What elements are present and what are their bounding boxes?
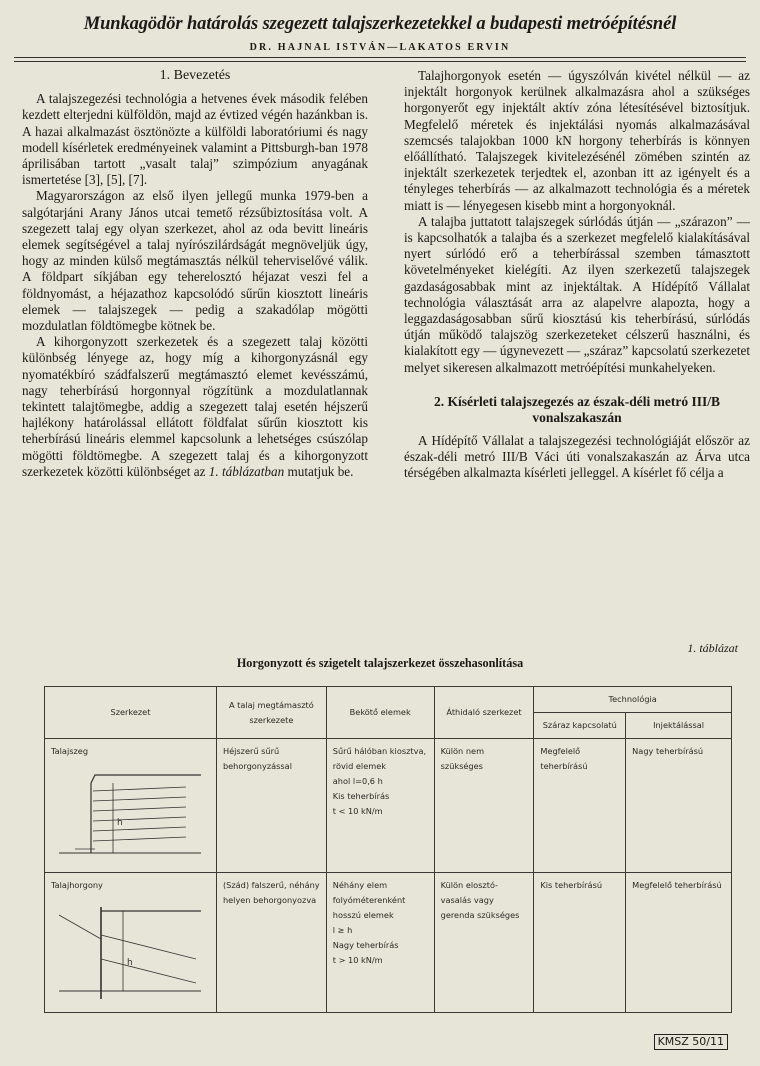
table-row [45, 739, 732, 873]
cell: Külön nem szükséges [434, 739, 534, 873]
cell-line: Sűrű hálóban kiosztva, [332, 746, 427, 756]
row-structure-cell [45, 739, 217, 873]
cell [326, 739, 434, 873]
article-authors: DR. HAJNAL ISTVÁN—LAKATOS ERVIN [249, 42, 511, 53]
table-reference: 1. táblázatban [208, 463, 285, 479]
cell: (Szád) falszerű, néhány helyen behorgonyozva [216, 873, 326, 1013]
table-title: Horgonyzott és szigetelt talajszerkezet összehasonlítása [236, 656, 524, 670]
cell-line: l ≥ h [332, 925, 353, 935]
cell-line: Kis teherbírás [332, 791, 390, 801]
article-title: Munkagödör határolás szegezett talajszerkezetekkel a budapesti metróépítésnél [83, 14, 677, 34]
section-1-heading: 1. Bevezetés [159, 68, 231, 83]
cell: Kis teherbírású [534, 873, 626, 1013]
row-structure-cell [45, 873, 217, 1013]
paragraph-text: A kihorgonyzott szerkezetek és a szegezett talaj közötti különbség lényege az, hogy míg a kihorgonyzásnál egy nyomatékbíró szádfalszerű megtámasztó elemet kevésszámú, nagy teherbírású horgonnyal rögzítünk a mozdulatlannak tekintett talajtömegbe, addig a szegezett talaj esetén héjszerű hajlékony határolással ellátott földfalat sűrűn kiosztott kis teherbírású lineáris elemmel kapcsolunk a lehetséges csúszólap mögötti földtömegbe. A szegezett talaj és a kihorgonyzott szerkezetek közötti különbséget az [22, 334, 368, 479]
section-2-heading: 2. Kísérleti talajszegezés az észak-déli metró III/B vonalszakaszán [433, 393, 721, 425]
cell-line: t > 10 kN/m [332, 955, 383, 965]
table-row [45, 873, 732, 1013]
paragraph-text: mutatjuk be. [287, 463, 354, 479]
ground-anchor-sketch [51, 899, 201, 999]
height-label: h [127, 958, 133, 968]
table-number: 1. táblázat [687, 641, 738, 655]
paragraph: A Hídépítő Vállalat a talajszegezési technológiáját először az észak-déli metró III/B Váci úti vonalszakaszán az Árva utca térségében alkalmazta kísérleti jelleggel. A kísérlet fő célja a [404, 432, 750, 481]
header-bekoto: Bekötő elemek [326, 687, 434, 739]
cell-line: hosszú elemek [332, 910, 394, 920]
header-megtamaszto: A talaj megtámasztó szerkezete [216, 687, 326, 739]
soil-nail-sketch [51, 765, 201, 860]
header-rule-bottom [14, 61, 746, 62]
left-column [22, 68, 368, 480]
header-rule-top [14, 57, 746, 58]
paragraph: Talajhorgonyok esetén — úgyszólván kivétel nélkül — az injektált horgonyok kerülnek alkalmazásra ahol a szükséges horgonyerőt egy injektált aktív zóna létesítésével biztosítjuk. Megfelelő méretek és injektálási nyomás alkalmazásával szemcsés talajokban 1000 kN horgony teherbírás is könnyen előállítható. Talajszegek kivitelezésénél zömében szintén az injektált szerkezetek terjedtek el, azonban itt az igényelt és a tényleges teherbírás — az alkalmazott technológia és a méretek miatt is — lényegesen kisebb mint a horgonyoknál. [404, 68, 750, 213]
cell: Megfelelő teherbírású [534, 739, 626, 873]
cell [326, 873, 434, 1013]
header-szerkezet: Szerkezet [45, 687, 217, 739]
right-column [404, 68, 750, 481]
paragraph [22, 334, 368, 480]
paragraph: A talajba juttatott talajszegek súrlódás útján — „szárazon” — is kapcsolhatók a talajba és a szerkezet megfelelő kialakításával nyert súrlódó erő a teherbírással szemben támasztott követelményeket kielégíti. Az ilyen szerkezetű talajszegek gazdaságosabbak mint az injektáltak. A Hídépítő Vállalat technológia választását arra az alapelvre alapozta, hogy a leggazdaságosabban sűrű kiosztású kis teherbírású, súrlódás útján működő talajszög szerkezeteket célszerű használni, és kialakított egy — úgynevezett — „száraz” kapcsolatú szerkezetet melyet sikeresen alkalmazott metróépítési munkahelyeken. [404, 213, 750, 375]
catalog-stamp: KMSZ 50/11 [654, 1034, 728, 1050]
cell: Nagy teherbírású [626, 739, 732, 873]
paragraph: Magyarországon az első ilyen jellegű munka 1979-ben a salgótarjáni Arany János utcai temető rézsűbiztosítása volt. A szegezett talaj egy olyan szerkezet, ahol az oda bevitt lineáris elemek segítségével a talaj nyírószilárdságát megnöveljük úgy, hogy az minden külső megtámasztás nélkül teherviselővé válik. A földpart síkjában egy teherelosztó héjazat veszi fel a földnyomást, a héjazathoz kapcsolódó sűrűn kiosztott lineáris elemek — talajszegek — pedig a szakadólap mögötti mozdulatlan földtömegbe kötnek be. [22, 188, 368, 334]
header-technologia: Technológia [534, 687, 732, 713]
cell: Megfelelő teherbírású [626, 873, 732, 1013]
cell-line: Nagy teherbírás [332, 940, 399, 950]
row-name: Talajhorgony [51, 880, 103, 890]
cell-line: t < 10 kN/m [332, 806, 383, 816]
row-name: Talajszeg [51, 746, 89, 756]
cell: Külön elosztó-vasalás vagy gerenda szükséges [434, 873, 534, 1013]
paragraph: A talajszegezési technológia a hetvenes évek második felében kezdett elterjedni külföldön, majd az évtized végén hazánkban is. A hazai alkalmazást ösztönözte a külföldi laboratóriumi és nagy modell kísérletek eredményeinek valamint a Pittsburgh-ban 1978 áprilisában tartott „vasalt talaj” szimpózium anyagának ismertetése [3], [5], [7]. [22, 91, 368, 188]
header-injektalassal: Injektálással [626, 713, 732, 739]
header-szaraz: Száraz kapcsolatú [534, 713, 626, 739]
cell-line: rövid elemek [332, 761, 386, 771]
header-athidalo: Áthidaló szerkezet [434, 687, 534, 739]
cell-line: Néhány elem folyóméterenként [332, 880, 406, 905]
cell: Héjszerű sűrű behorgonyzással [216, 739, 326, 873]
cell-line: ahol l=0,6 h [332, 776, 383, 786]
comparison-table [44, 686, 732, 1013]
height-label: h [117, 818, 123, 828]
